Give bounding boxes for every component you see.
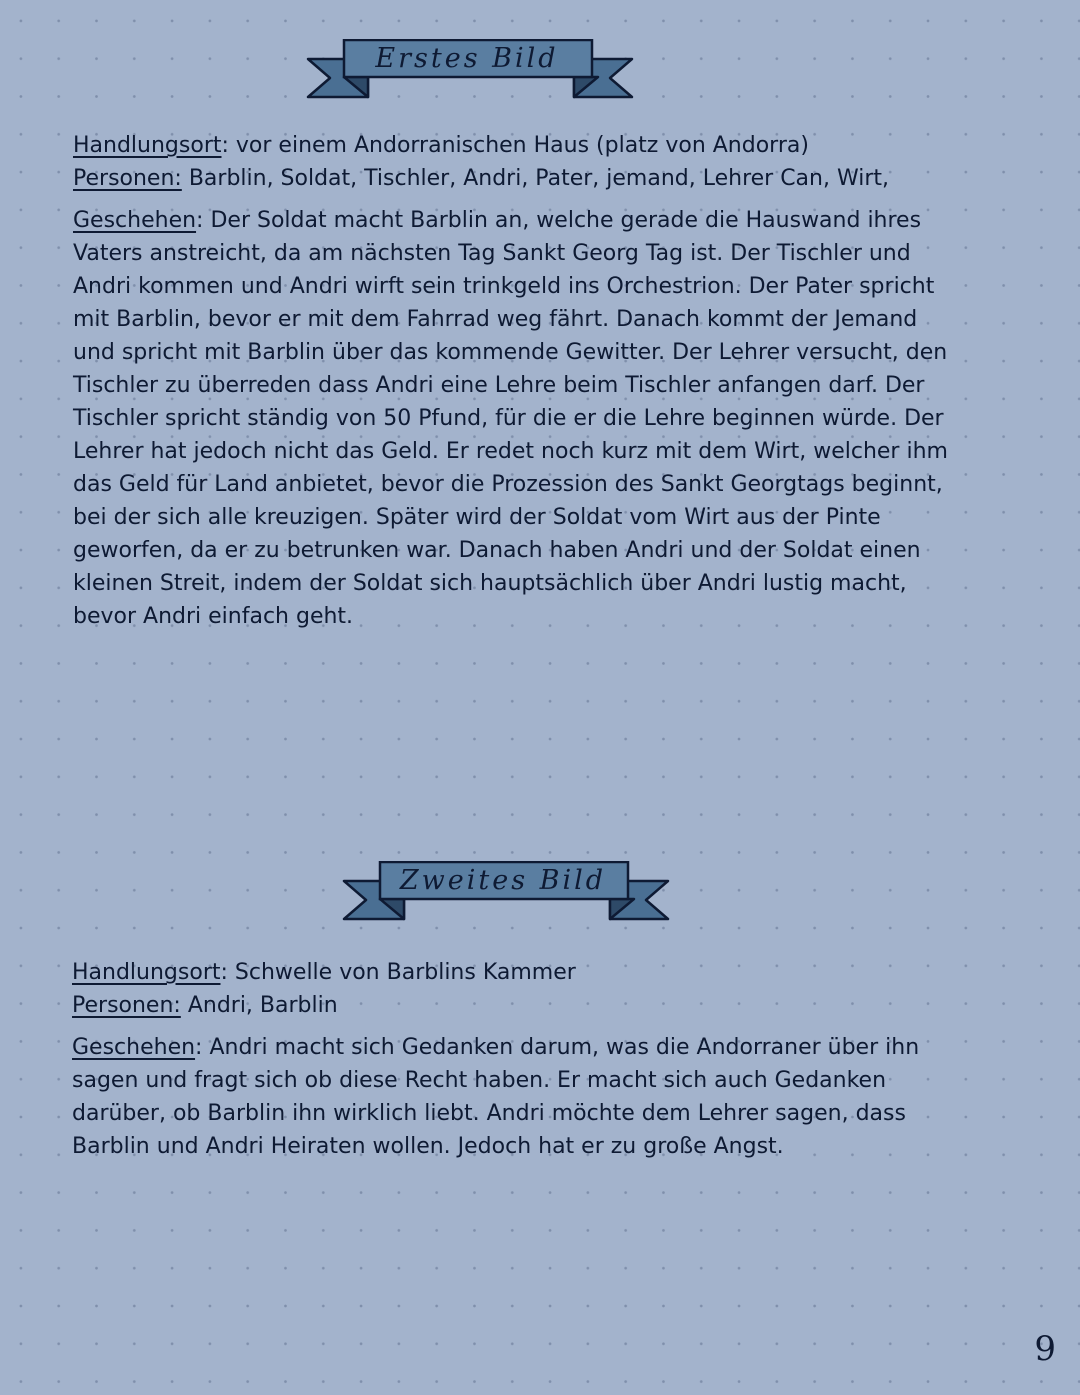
events-text: Der Soldat macht Barblin an, welche gerade die Hauswand ihres Vaters anstreicht, da am nächsten Tag Sankt Georg Tag ist. Der Tischler und Andri kommen und Andri wirft sein trinkgeld ins Orchestrion. Der Pater spricht mit Barblin, bevor er mit dem Fahrrad weg fährt. Danach kommt der Jemand und spricht mit Barblin über das kommende Gewitter. Der Lehrer versucht, den Tischler zu überreden dass Andri eine Lehre beim Tischler anfangen darf. Der Tischler spricht ständig von 50 Pfund, für die er die Lehre beginnen würde. Der Lehrer hat jedoch nicht das Geld. Er redet noch kurz mit dem Wirt, welcher ihm das Geld für Land anbietet, bevor die Prozession des Sankt Georgtags beginnt, bei der sich alle kreuzigen. Später wird der Soldat vom Wirt aus der Pinte geworfen, da er zu betrunken war. Danach haben Andri und der Soldat einen kleinen Streit, indem der Soldat sich hauptsächlich über Andri lustig macht, bevor Andri einfach geht. xyxy=(73,208,948,629)
colon: : xyxy=(220,960,228,985)
place-text: Schwelle von Barblins Kammer xyxy=(227,960,576,985)
place-line xyxy=(73,129,953,162)
persons-text: Barblin, Soldat, Tischler, Andri, Pater, jemand, Lehrer Can, Wirt, xyxy=(181,166,890,191)
persons-text: Andri, Barblin xyxy=(180,993,338,1018)
place-label: Handlungsort xyxy=(73,133,222,158)
events-label: Geschehen xyxy=(72,1035,196,1060)
persons-label: Personen: xyxy=(72,993,181,1018)
section-2-content xyxy=(72,956,952,1163)
colon: : xyxy=(196,208,204,233)
section-1-content xyxy=(73,129,953,633)
colon: : xyxy=(195,1035,203,1060)
place-text: vor einem Andorranischen Haus (platz von Andorra) xyxy=(228,133,809,158)
place-label: Handlungsort xyxy=(72,960,221,985)
colon: : xyxy=(221,133,229,158)
section-2-banner xyxy=(342,861,672,925)
place-line xyxy=(72,956,952,989)
persons-line xyxy=(73,162,953,195)
events-text: Andri macht sich Gedanken darum, was die Andorraner über ihn sagen und fragt sich ob diese Recht haben. Er macht sich auch Gedanken darüber, ob Barblin ihn wirklich liebt. Andri möchte dem Lehrer sagen, dass Barblin und Andri Heiraten wollen. Jedoch hat er zu große Angst. xyxy=(72,1035,920,1159)
section-2-title: Zweites Bild xyxy=(399,864,607,896)
persons-label: Personen: xyxy=(73,166,182,191)
events-paragraph xyxy=(72,1031,952,1163)
section-1-title: Erstes Bild xyxy=(375,42,559,74)
events-label: Geschehen xyxy=(73,208,197,233)
section-1-banner xyxy=(306,39,636,103)
persons-line xyxy=(72,989,952,1022)
page-number: 9 xyxy=(1034,1329,1056,1369)
events-paragraph xyxy=(73,204,953,633)
